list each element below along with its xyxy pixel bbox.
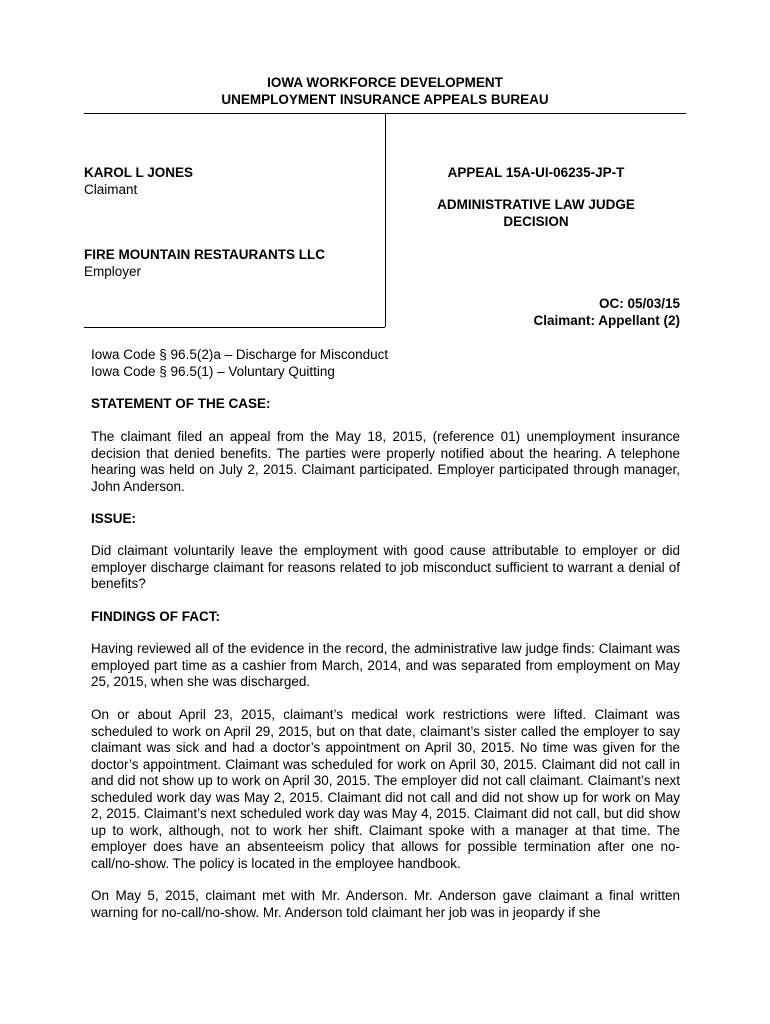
statement-heading: STATEMENT OF THE CASE: bbox=[91, 396, 271, 411]
agency-title: IOWA WORKFORCE DEVELOPMENT bbox=[267, 75, 503, 90]
bureau-title: UNEMPLOYMENT INSURANCE APPEALS BUREAU bbox=[221, 92, 549, 107]
claimant-name: KAROL L JONES bbox=[84, 165, 194, 180]
oc-date: OC: 05/03/15 bbox=[598, 296, 680, 311]
caption-bottom-rule bbox=[84, 327, 385, 328]
code-citation: Iowa Code § 96.5(2)a – Discharge for Misconduct bbox=[91, 347, 389, 362]
findings-paragraph: On May 5, 2015, claimant met with Mr. Anderson. Mr. Anderson gave claimant a final written warning for no-call/no-show. Mr. Anderson told claimant her job was in jeopardy if she bbox=[91, 888, 680, 920]
employer-role: Employer bbox=[84, 264, 142, 279]
findings-paragraph: Having reviewed all of the evidence in the record, the administrative law judge finds: Claimant was employed part time as a cashier from March, 2014, and was separated from employment on May 25, 2015, when she was discharged. bbox=[91, 641, 680, 689]
decision-title-line2: DECISION bbox=[503, 214, 569, 229]
issue-heading: ISSUE: bbox=[91, 511, 137, 526]
findings-heading: FINDINGS OF FACT: bbox=[91, 609, 220, 624]
code-citation: Iowa Code § 96.5(1) – Voluntary Quitting bbox=[91, 364, 335, 379]
employer-name: FIRE MOUNTAIN RESTAURANTS LLC bbox=[84, 247, 325, 262]
statement-paragraph: The claimant filed an appeal from the May 18, 2015, (reference 01) unemployment insurance decision that denied benefits. The parties were properly notified about the hearing. A telephone hearing was held on July 2, 2015. Claimant participated. Employer participated through manager, John Anderson. bbox=[91, 429, 680, 494]
findings-paragraph: On or about April 23, 2015, claimant’s medical work restrictions were lifted. Claimant was scheduled to work on April 29, 2015, but on that date, claimant’s sister called the employer to say claimant was sick and had a doctor’s appointment on April 30, 2015. No time was given for the doctor’s appointment. Claimant was scheduled for work on April 30, 2015. Claimant did not call in and did not show up to work on April 30, 2015. The employer did not call claimant. Claimant’s next scheduled work day was May 2, 2015. Claimant did not call and did not show up for work on May 2, 2015. Claimant’s next scheduled work day was May 4, 2015. Claimant did not call, but did show up to work, although, not to work her shift. Claimant spoke with a manager at that time. The employer does have an absenteeism policy that allows for possible termination after one no-call/no-show. The policy is located in the employee handbook. bbox=[91, 707, 680, 871]
appellant-status: Claimant: Appellant (2) bbox=[533, 313, 680, 328]
appeal-number: APPEAL 15A-UI-06235-JP-T bbox=[447, 165, 625, 180]
claimant-role: Claimant bbox=[84, 182, 138, 197]
issue-paragraph: Did claimant voluntarily leave the employment with good cause attributable to employer or did employer discharge claimant for reasons related to job misconduct sufficient to warrant a denial of benefits? bbox=[91, 543, 680, 591]
decision-title-line1: ADMINISTRATIVE LAW JUDGE bbox=[437, 197, 635, 212]
